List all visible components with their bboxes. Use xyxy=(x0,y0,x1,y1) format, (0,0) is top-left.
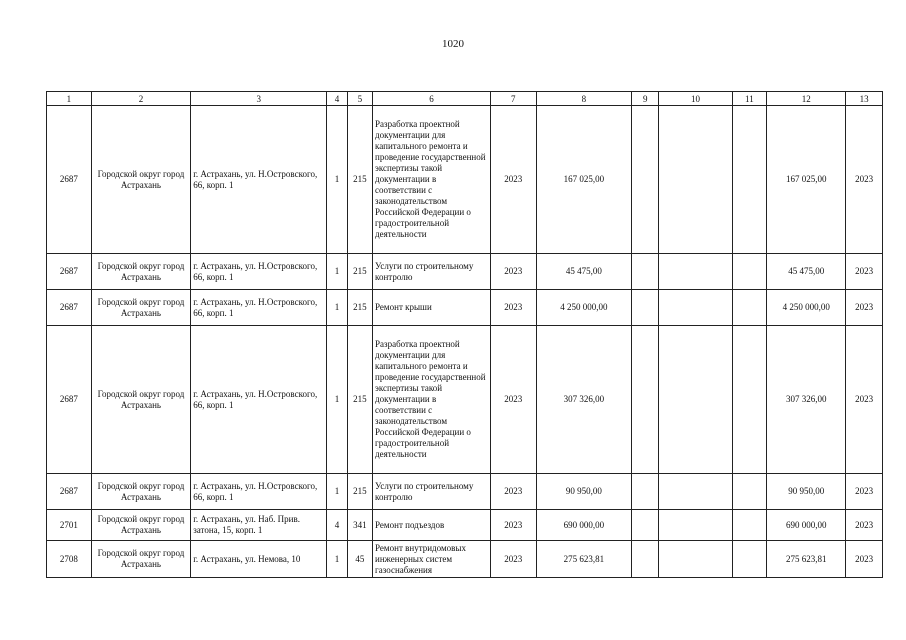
cell-cost: 90 950,00 xyxy=(536,474,631,510)
cell-year-end: 2023 xyxy=(846,290,883,326)
cell-work-type: Разработка проектной документации для капитального ремонта и проведение государственной экспертизы такой документации в соответствии с законодательством Российской Федерации о градостроительной деятельности xyxy=(373,326,491,474)
cell-col9 xyxy=(632,510,659,541)
cell-cost-total: 167 025,00 xyxy=(767,106,846,254)
cell-col4: 4 xyxy=(327,510,347,541)
cell-year: 2023 xyxy=(490,290,536,326)
cell-col10 xyxy=(659,541,732,578)
cell-address: г. Астрахань, ул. Н.Островского, 66, корп. 1 xyxy=(191,254,327,290)
table-row xyxy=(47,106,883,254)
cell-cost: 45 475,00 xyxy=(536,254,631,290)
column-header: 2 xyxy=(91,92,191,106)
cell-col10 xyxy=(659,474,732,510)
table-row xyxy=(47,326,883,474)
cell-col4: 1 xyxy=(327,254,347,290)
cell-year-end: 2023 xyxy=(846,254,883,290)
cell-col5: 215 xyxy=(347,474,372,510)
cell-cost-total: 307 326,00 xyxy=(767,326,846,474)
cell-address: г. Астрахань, ул. Н.Островского, 66, корп. 1 xyxy=(191,326,327,474)
cell-year: 2023 xyxy=(490,106,536,254)
cell-year: 2023 xyxy=(490,541,536,578)
cell-col4: 1 xyxy=(327,541,347,578)
cell-cost-total: 690 000,00 xyxy=(767,510,846,541)
cell-col10 xyxy=(659,326,732,474)
column-header: 1 xyxy=(47,92,92,106)
cell-col10 xyxy=(659,290,732,326)
cell-col5: 215 xyxy=(347,254,372,290)
column-header: 9 xyxy=(632,92,659,106)
cell-number: 2687 xyxy=(47,106,92,254)
cell-cost: 275 623,81 xyxy=(536,541,631,578)
cell-year-end: 2023 xyxy=(846,326,883,474)
cell-work-type: Ремонт внутридомовых инженерных систем газоснабжения xyxy=(373,541,491,578)
cell-col11 xyxy=(732,474,767,510)
cell-year: 2023 xyxy=(490,326,536,474)
cell-col11 xyxy=(732,510,767,541)
cell-cost-total: 4 250 000,00 xyxy=(767,290,846,326)
cell-col11 xyxy=(732,290,767,326)
cell-year-end: 2023 xyxy=(846,474,883,510)
cell-col5: 341 xyxy=(347,510,372,541)
cell-col11 xyxy=(732,106,767,254)
cell-year-end: 2023 xyxy=(846,510,883,541)
column-header: 3 xyxy=(191,92,327,106)
cell-cost: 690 000,00 xyxy=(536,510,631,541)
cell-year-end: 2023 xyxy=(846,106,883,254)
cell-col5: 215 xyxy=(347,326,372,474)
cell-number: 2687 xyxy=(47,290,92,326)
cell-col9 xyxy=(632,474,659,510)
cell-work-type: Ремонт крыши xyxy=(373,290,491,326)
cell-cost: 4 250 000,00 xyxy=(536,290,631,326)
cell-col4: 1 xyxy=(327,106,347,254)
header-row xyxy=(47,92,883,106)
cell-year-end: 2023 xyxy=(846,541,883,578)
cell-work-type: Разработка проектной документации для капитального ремонта и проведение государственной экспертизы такой документации в соответствии с законодательством Российской Федерации о градостроительной деятельности xyxy=(373,106,491,254)
cell-municipality: Городской округ город Астрахань xyxy=(91,326,191,474)
column-header: 11 xyxy=(732,92,767,106)
cell-col11 xyxy=(732,541,767,578)
column-header: 5 xyxy=(347,92,372,106)
column-header: 6 xyxy=(373,92,491,106)
cell-address: г. Астрахань, ул. Н.Островского, 66, корп. 1 xyxy=(191,474,327,510)
cell-col5: 215 xyxy=(347,106,372,254)
cell-address: г. Астрахань, ул. Наб. Прив. затона, 15, корп. 1 xyxy=(191,510,327,541)
cell-work-type: Ремонт подъездов xyxy=(373,510,491,541)
cell-cost: 167 025,00 xyxy=(536,106,631,254)
column-header: 4 xyxy=(327,92,347,106)
cell-number: 2701 xyxy=(47,510,92,541)
page-number: 1020 xyxy=(442,38,464,50)
cell-address: г. Астрахань, ул. Немова, 10 xyxy=(191,541,327,578)
cell-work-type: Услуги по строительному контролю xyxy=(373,474,491,510)
cell-municipality: Городской округ город Астрахань xyxy=(91,541,191,578)
cell-col10 xyxy=(659,254,732,290)
cell-year: 2023 xyxy=(490,474,536,510)
cell-number: 2687 xyxy=(47,474,92,510)
column-header: 13 xyxy=(846,92,883,106)
cell-municipality: Городской округ город Астрахань xyxy=(91,290,191,326)
cell-col10 xyxy=(659,510,732,541)
cell-cost: 307 326,00 xyxy=(536,326,631,474)
cell-col4: 1 xyxy=(327,326,347,474)
cell-number: 2687 xyxy=(47,326,92,474)
column-header: 7 xyxy=(490,92,536,106)
cell-col11 xyxy=(732,254,767,290)
cell-col10 xyxy=(659,106,732,254)
column-header: 12 xyxy=(767,92,846,106)
cell-municipality: Городской округ город Астрахань xyxy=(91,474,191,510)
cell-col11 xyxy=(732,326,767,474)
cell-cost-total: 45 475,00 xyxy=(767,254,846,290)
cell-number: 2708 xyxy=(47,541,92,578)
cell-col9 xyxy=(632,254,659,290)
cell-year: 2023 xyxy=(490,510,536,541)
cell-cost-total: 90 950,00 xyxy=(767,474,846,510)
cell-col9 xyxy=(632,290,659,326)
cell-col4: 1 xyxy=(327,290,347,326)
cell-col5: 215 xyxy=(347,290,372,326)
cell-address: г. Астрахань, ул. Н.Островского, 66, корп. 1 xyxy=(191,106,327,254)
cell-municipality: Городской округ город Астрахань xyxy=(91,106,191,254)
cell-municipality: Городской округ город Астрахань xyxy=(91,510,191,541)
cell-col9 xyxy=(632,326,659,474)
cell-cost-total: 275 623,81 xyxy=(767,541,846,578)
cell-number: 2687 xyxy=(47,254,92,290)
cell-col9 xyxy=(632,541,659,578)
table-row xyxy=(47,474,883,510)
cell-municipality: Городской округ город Астрахань xyxy=(91,254,191,290)
program-table xyxy=(46,91,883,578)
cell-col4: 1 xyxy=(327,474,347,510)
table-row xyxy=(47,541,883,578)
cell-address: г. Астрахань, ул. Н.Островского, 66, корп. 1 xyxy=(191,290,327,326)
cell-work-type: Услуги по строительному контролю xyxy=(373,254,491,290)
table-row xyxy=(47,510,883,541)
table-row xyxy=(47,290,883,326)
column-header: 8 xyxy=(536,92,631,106)
cell-col5: 45 xyxy=(347,541,372,578)
column-header: 10 xyxy=(659,92,732,106)
cell-year: 2023 xyxy=(490,254,536,290)
cell-col9 xyxy=(632,106,659,254)
table-row xyxy=(47,254,883,290)
